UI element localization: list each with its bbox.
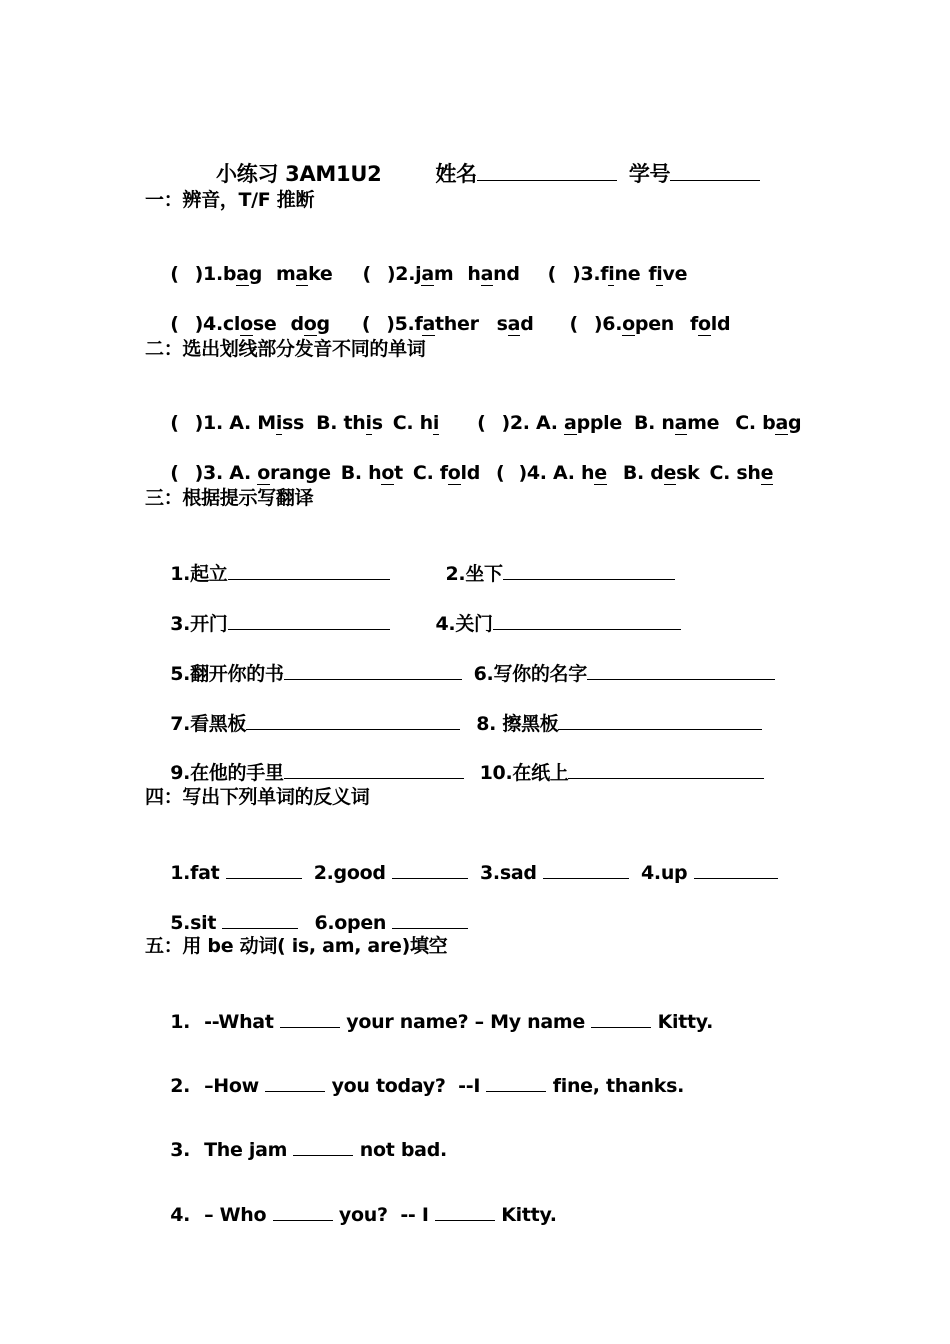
antonym-word-3: 3.sad — [479, 862, 537, 884]
student-number-blank[interactable] — [670, 161, 760, 181]
translate-prompt-5: 5.翻开你的书 — [170, 663, 284, 685]
section2-row2: ( )3. A. orange B. hot C. fold ( )4. A. he B. desk C. she — [170, 462, 774, 484]
fill-sentence-2: 2. –How you today? --I fine, thanks. — [145, 1048, 684, 1122]
tf-item-4: )4.close dog — [194, 313, 330, 335]
translate-prompt-7: 7.看黑板 — [170, 713, 247, 735]
translate-prompt-6: 6.写你的名字 — [473, 663, 587, 685]
fill-blank-2a[interactable] — [265, 1072, 325, 1092]
translate-blank-3[interactable] — [228, 610, 390, 630]
translate-blank-8[interactable] — [558, 710, 762, 730]
antonym-word-2: 2.good — [313, 862, 386, 884]
fill-blank-3a[interactable] — [293, 1136, 353, 1156]
tf-item-5: )5.father sad — [386, 313, 534, 335]
translate-blank-1[interactable] — [228, 560, 390, 580]
name-blank[interactable] — [477, 161, 617, 181]
mc-question-4: )4. A. he B. desk C. she — [518, 462, 774, 484]
translate-blank-4[interactable] — [493, 610, 681, 630]
fill-sentence-4: 4. – Who you? -- I Kitty. — [145, 1177, 557, 1251]
antonym-blank-5[interactable] — [222, 909, 298, 929]
fill-blank-4b[interactable] — [435, 1201, 495, 1221]
antonym-blank-1[interactable] — [226, 859, 302, 879]
worksheet-title: 小练习 3AM1U2 — [216, 162, 382, 186]
section1-row2: ( )4.close dog ( )5.father sad ( )6.open fold — [170, 313, 731, 335]
mc-question-3: )3. A. orange B. hot C. fold — [194, 462, 481, 484]
fill-blank-4a[interactable] — [273, 1201, 333, 1221]
antonym-blank-6[interactable] — [392, 909, 468, 929]
translate-prompt-4: 4.关门 — [435, 613, 493, 635]
translate-blank-7[interactable] — [246, 710, 460, 730]
fill-sentence-1: 1. --What your name? – My name Kitty. — [145, 984, 713, 1058]
name-label: 姓名 — [435, 162, 477, 186]
section1-heading: 一：辨音，T/F 推断 — [145, 189, 315, 211]
translate-prompt-10: 10.在纸上 — [479, 762, 569, 784]
mc-question-2: )2. A. apple B. name C. bag — [501, 412, 802, 434]
antonym-blank-4[interactable] — [694, 859, 778, 879]
translate-blank-10[interactable] — [568, 759, 764, 779]
tf-item-6: )6.open fold — [593, 313, 731, 335]
translate-prompt-8: 8. 擦黑板 — [476, 713, 559, 735]
student-number-label: 学号 — [628, 162, 671, 186]
translate-blank-5[interactable] — [284, 660, 462, 680]
antonym-word-5: 5.sit — [170, 912, 217, 934]
fill-blank-1a[interactable] — [280, 1008, 340, 1028]
section3-heading: 三：根据提示写翻译 — [145, 487, 314, 509]
mc-question-1: )1. A. Miss B. this C. hi — [194, 412, 440, 434]
fill-sentence-3: 3. The jam not bad. — [145, 1112, 447, 1186]
antonym-word-6: 6.open — [314, 912, 387, 934]
translate-prompt-1: 1.起立 — [170, 563, 228, 585]
tf-item-2: )2.jam hand — [386, 263, 520, 285]
section4-heading: 四：写出下列单词的反义词 — [145, 786, 370, 808]
translate-prompt-2: 2.坐下 — [445, 563, 503, 585]
antonym-word-1: 1.fat — [170, 862, 220, 884]
section1-row1: ( )1.bag make ( )2.jam hand ( )3.fine five — [170, 263, 688, 285]
antonym-blank-3[interactable] — [543, 859, 629, 879]
translate-blank-6[interactable] — [587, 660, 775, 680]
tf-item-3: )3.fine five — [572, 263, 688, 285]
antonym-blank-2[interactable] — [392, 859, 468, 879]
tf-item-1: )1.bag make — [194, 263, 333, 285]
fill-blank-2b[interactable] — [486, 1072, 546, 1092]
fill-blank-1b[interactable] — [591, 1008, 651, 1028]
translate-blank-2[interactable] — [503, 560, 675, 580]
section5-heading: 五：用 be 动词( is, am, are)填空 — [145, 935, 448, 957]
section2-row1: ( )1. A. Miss B. this C. hi ( )2. A. apple B. name C. bag — [170, 412, 802, 434]
translate-blank-9[interactable] — [284, 759, 464, 779]
translate-prompt-9: 9.在他的手里 — [170, 762, 284, 784]
section2-heading: 二：选出划线部分发音不同的单词 — [145, 338, 426, 360]
antonym-word-4: 4.up — [640, 862, 688, 884]
translate-prompt-3: 3.开门 — [170, 613, 228, 635]
